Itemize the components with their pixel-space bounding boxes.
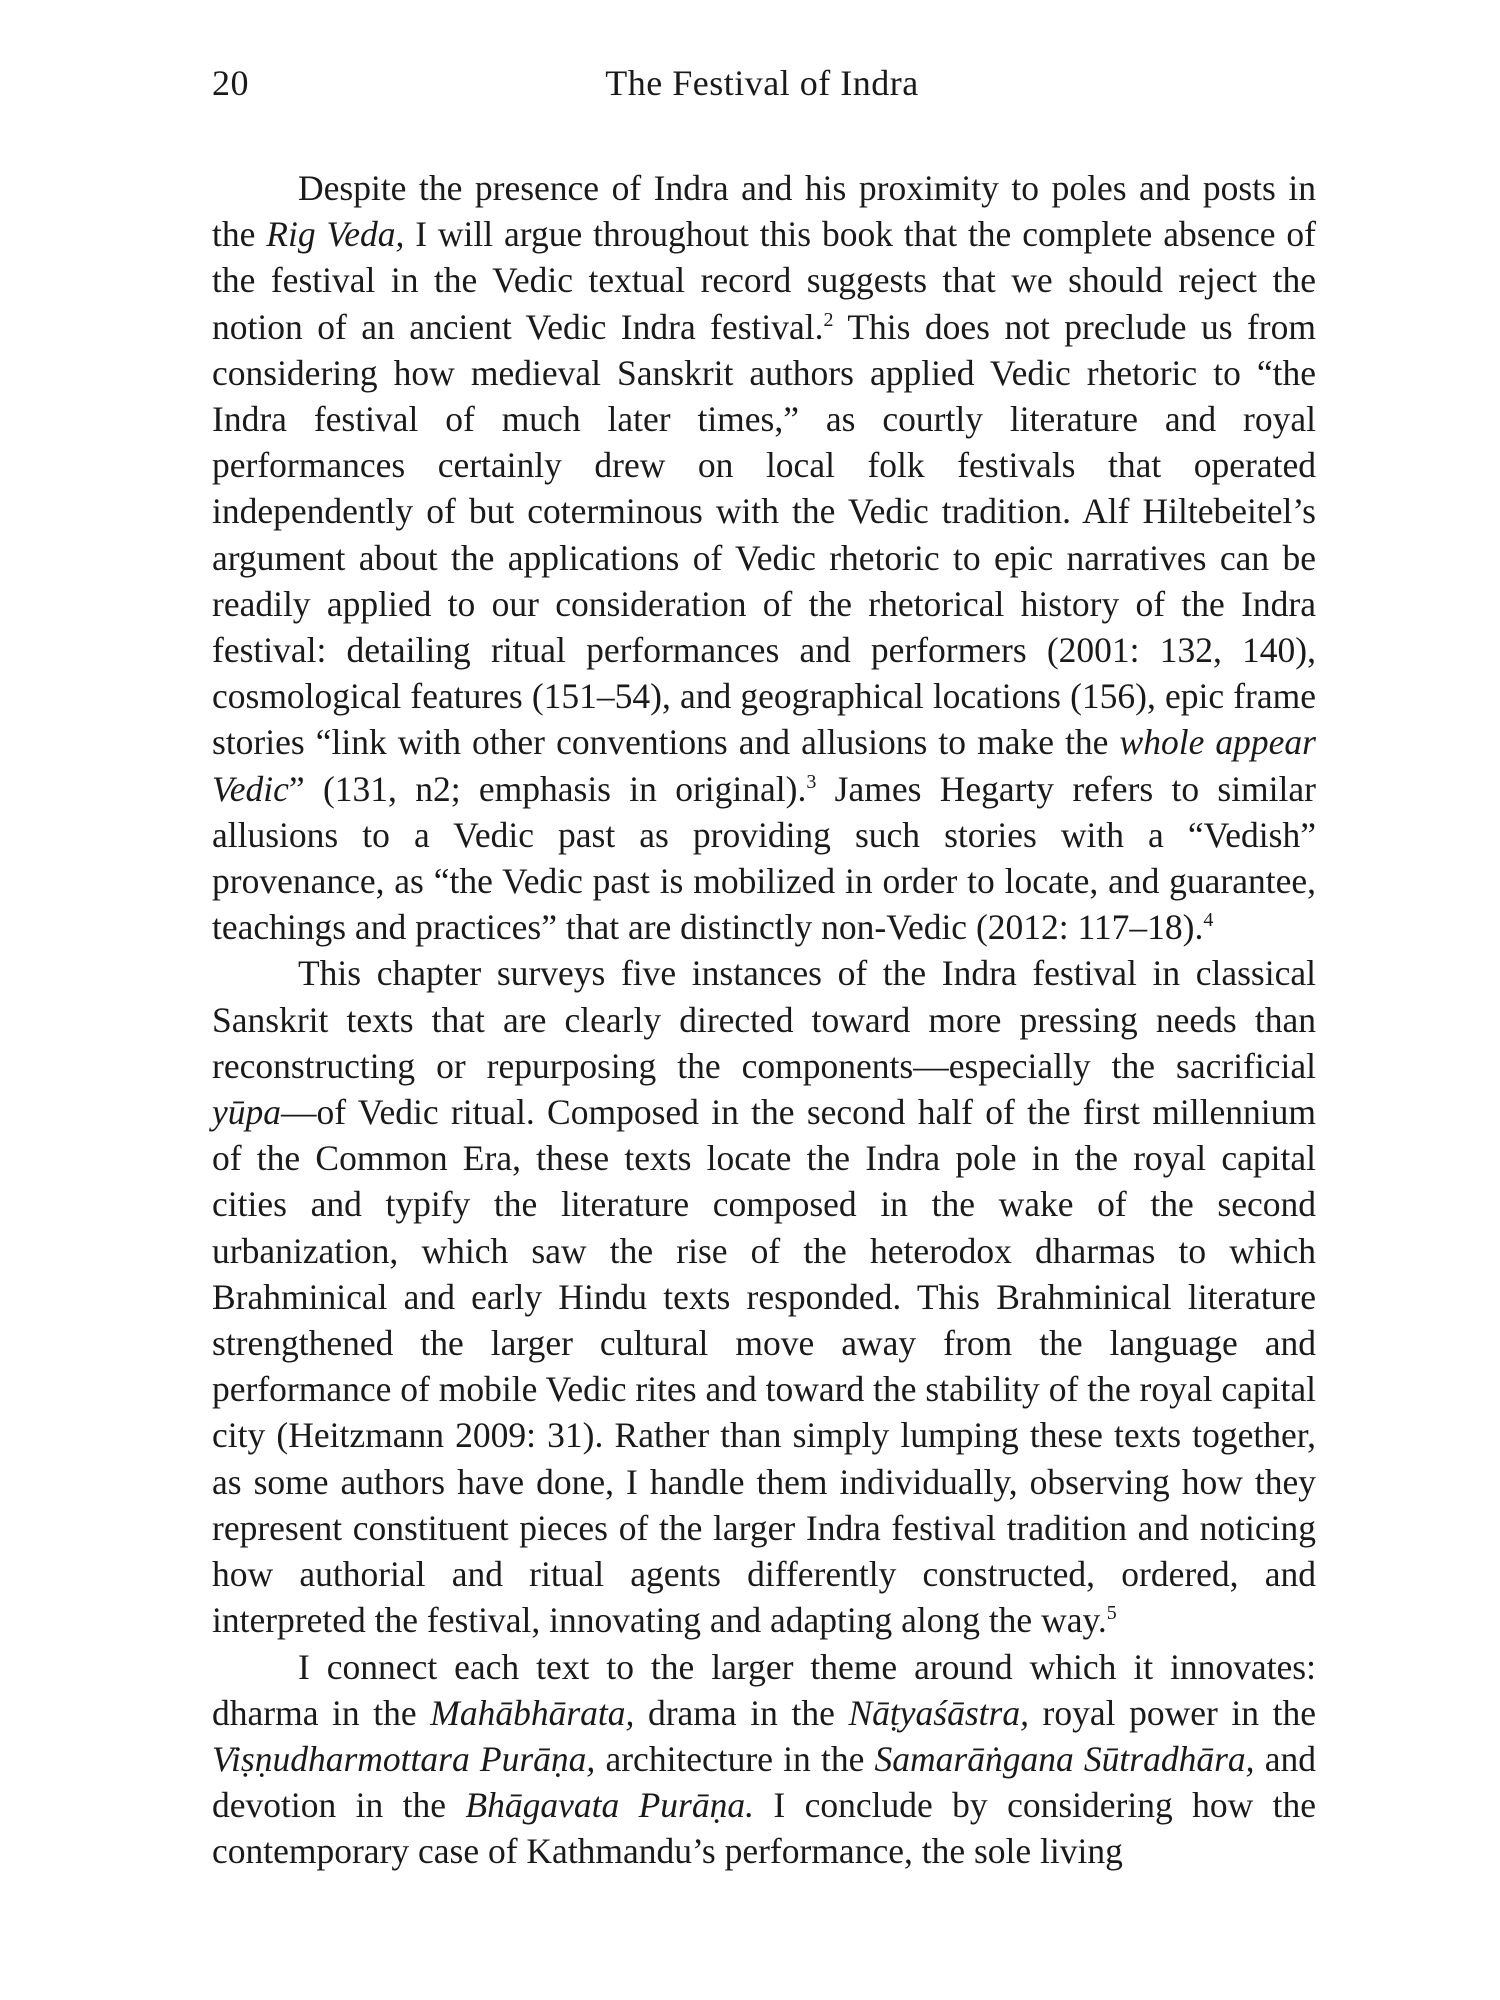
text-run: I conclude by considering how the contemporary case of Kathmandu’s performance, the sole living: [212, 1785, 1317, 1872]
italic-title: Rig Veda,: [266, 214, 405, 255]
text-run: This chapter surveys five instances of the Indra festival in classical Sanskrit texts that are clearly directed toward more pressing needs than reconstructing or repurposing the components—especially the sacrificial: [212, 953, 1316, 1086]
text-run: royal power in the: [1028, 1692, 1317, 1733]
italic-title: Viṣṇudharmottara Purāṇa,: [212, 1738, 596, 1779]
text-run: This does not preclude us from considering how medieval Sanskrit authors applied Vedic rhetoric to “the Indra festival of much later times,” as courtly literature and royal performances certainly drew on local folk festivals that operated independently of but coterminous with the Vedic tradition. Alf Hiltebeitel’s argument about the applications of Vedic rhetoric to epic narratives can be readily applied to our consideration of the rhetorical history of the Indra festival: detailing ritual performances and performers (2001: 132, 140), cosmological features (151–54), and geographical locations (156), epic frame stories “link with other conventions and allusions to make the: [212, 306, 1316, 763]
running-head: [212, 62, 1312, 110]
italic-title: Mahābhārata,: [430, 1692, 635, 1733]
text-run: Despite the presence of Indra and his proximity to poles and posts in the: [212, 168, 1316, 255]
body-text: [212, 165, 1316, 1875]
text-run: ” (131, n2; emphasis in original).: [288, 768, 807, 809]
running-title: The Festival of Indra: [605, 63, 919, 103]
italic-title: Nāṭyaśāstra,: [848, 1692, 1029, 1733]
text-run: James Hegarty refers to similar allusions to a Vedic past as providing such stories with a “Vedish” provenance, as “the Vedic past is mobilized in order to locate, and guarantee, teachings and practices” that are distinctly non-Vedic (2012: 117–18).: [212, 768, 1316, 948]
italic-title: Samarāṅgana Sūtradhāra,: [874, 1738, 1255, 1779]
footnote-marker: 5: [1106, 1602, 1117, 1625]
text-run: —of Vedic ritual. Composed in the second half of the first millennium of the Common Era, these texts locate the Indra pole in the royal capital cities and typify the literature composed in the wake of the second urbanization, which saw the rise of the heterodox dharmas to which Brahminical and early Hindu texts responded. This Brahminical literature strengthened the larger cultural move away from the language and performance of mobile Vedic rites and toward the stability of the royal capital city (Heitzmann 2009: 31). Rather than simply lumping these texts together, as some authors have done, I handle them individually, observing how they represent constituent pieces of the larger Indra festival tradition and noticing how authorial and ritual agents differently constructed, ordered, and interpreted the festival, innovating and adapting along the way.: [212, 1092, 1316, 1641]
text-run: I will argue throughout this book that the complete absence of the festival in the Vedic textual record suggests that we should reject the notion of an ancient Vedic Indra festival.: [212, 214, 1316, 347]
text-run: I connect each text to the larger theme around which it innovates: dharma in the: [212, 1646, 1316, 1733]
paragraph: [212, 950, 1316, 1643]
footnote-marker: 2: [823, 308, 834, 331]
text-run: drama in the: [634, 1692, 849, 1733]
italic-title: Bhāgavata Purāṇa.: [465, 1785, 755, 1826]
text-run: architecture in the: [595, 1738, 875, 1779]
footnote-marker: 3: [806, 770, 817, 793]
italic-title: yūpa: [212, 1092, 282, 1133]
italic-title: whole appear Vedic: [212, 722, 1316, 809]
paragraph: [212, 1644, 1316, 1875]
text-run: and devotion in the: [212, 1738, 1317, 1826]
footnote-marker: 4: [1203, 909, 1214, 932]
page-number: 20: [212, 63, 249, 103]
paragraph: [212, 165, 1316, 950]
